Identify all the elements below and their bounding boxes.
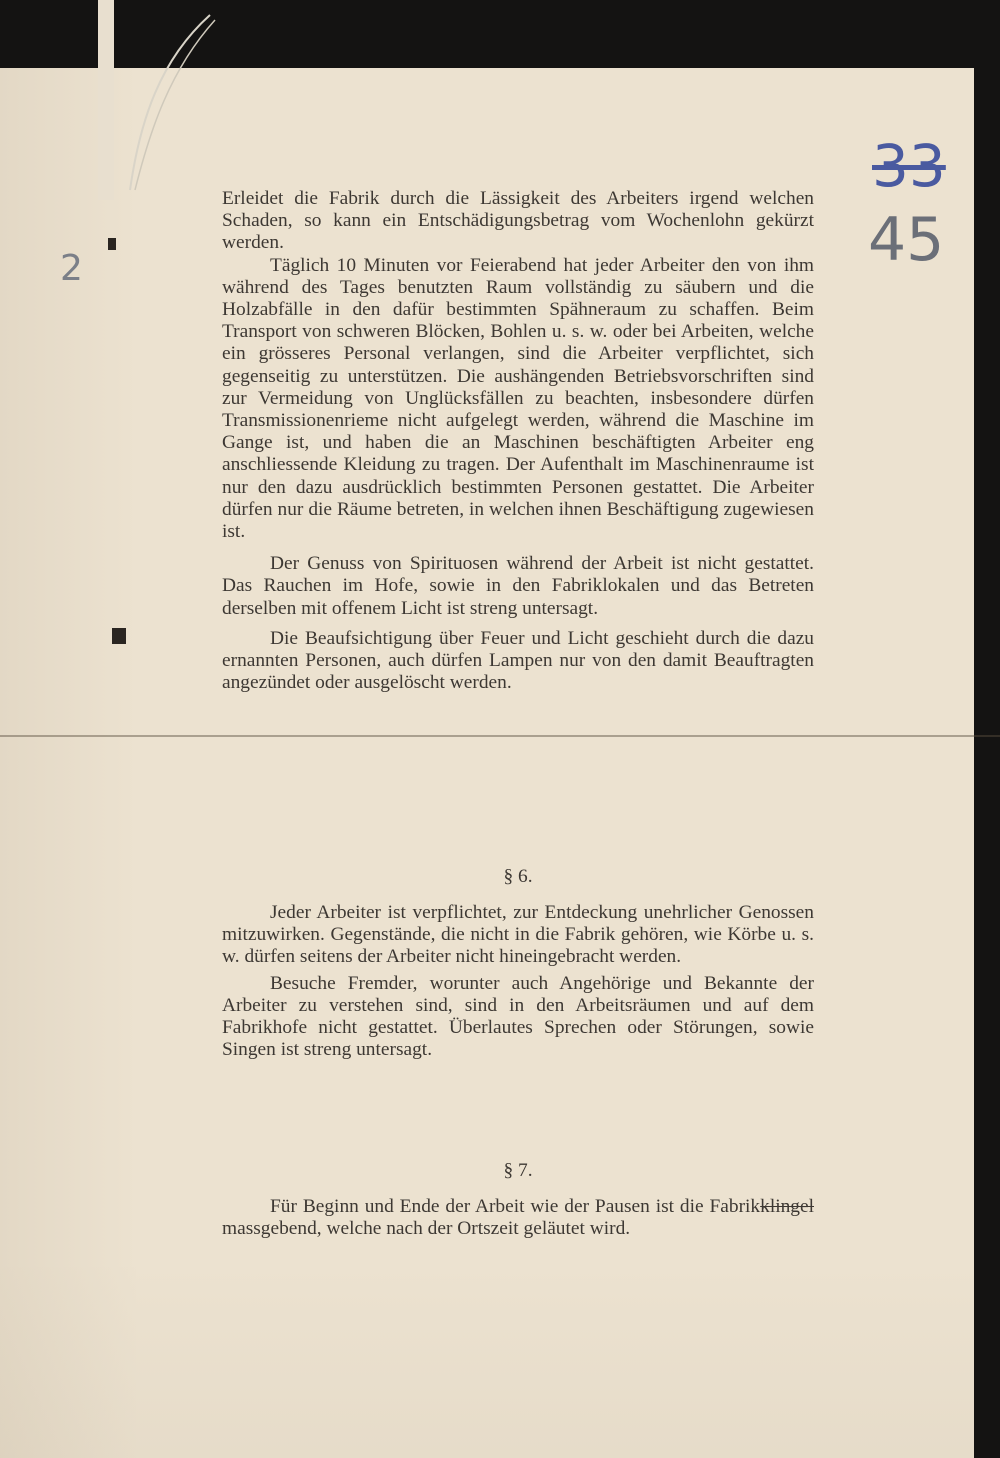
margin-mark [112,628,126,644]
struck-word: klingel [760,1196,814,1217]
page-fold-line [0,735,1000,737]
margin-mark [108,238,116,250]
paragraph: Besuche Fremder, worunter auch Angehörige und Bekannte der Arbeiter zu verstehen sind, sind in den Arbeitsräumen und auf dem Fabrikhofe nicht gestattet. Überlautes Sprechen oder Störungen, sowie Singen ist streng untersagt. [222,972,814,1061]
paragraph [222,1196,814,1240]
text-run: massgebend, welche nach der Ortszeit geläutet wird. [222,1218,631,1240]
text-block-top [222,188,814,694]
binding-thread [0,0,260,200]
margin-annotation: 2 [60,248,83,289]
text-block-section7 [222,1196,814,1240]
section-heading: § 6. [503,866,533,887]
section-heading: § 7. [503,1160,533,1181]
paragraph: Erleidet die Fabrik durch die Lässigkeit des Arbeiters irgend welchen Schaden, so kann ein Entschädigungsbetrag vom Wochenlohn gekürzt werden. [222,188,814,254]
folio-number: 45 [868,205,945,275]
paragraph: Jeder Arbeiter ist verpflichtet, zur Entdeckung unehrlicher Genossen mitzuwirken. Gegenstände, die nicht in die Fabrik gehören, wie Körbe u. s. w. dürfen seitens der Arbeiter nicht hineingebracht werden. [222,902,814,968]
paragraph: Der Genuss von Spirituosen während der Arbeit ist nicht gestattet. Das Rauchen im Hofe, sowie in den Fabriklokalen und das Betreten derselben mit offenem Licht ist streng untersagt. [222,553,814,619]
folio-crossed: 33 [872,132,946,200]
paragraph: Die Beaufsichtigung über Feuer und Licht geschieht durch die dazu ernannten Personen, auch dürfen Lampen nur von den damit Beauftragten angezündet oder ausgelöscht werden. [222,627,814,694]
text-block-section6 [222,902,814,1061]
paragraph: Täglich 10 Minuten vor Feierabend hat jeder Arbeiter den von ihm während des Tages benutzten Raum vollständig zu säubern und die Holzabfälle in den dafür bestimmten Spähneraum zu schaffen. Beim Transport von schweren Blöcken, Bohlen u. s. w. oder bei Arbeiten, welche ein grösseres Personal verlangen, sind die Arbeiter verpflichtet, sich gegenseitig zu unterstützen. Die aushängenden Betriebsvorschriften sind zur Vermeidung von Unglücksfällen zu beachten, insbesondere dürfen Transmissionenrieme nicht aufgelegt werden, während die Maschine im Gange ist, und haben die an Maschinen beschäftigten Arbeiter eng anschliessende Kleidung zu tragen. Der Aufenthalt im Maschinenraume ist nur den dazu ausdrücklich bestimmten Personen gestattet. Die Arbeiter dürfen nur die Räume betreten, in welchen ihnen Beschäftigung zugewiesen ist. [222,254,814,543]
text-run: Für Beginn und Ende der Arbeit wie der Pausen ist die Fabrik [270,1196,761,1217]
